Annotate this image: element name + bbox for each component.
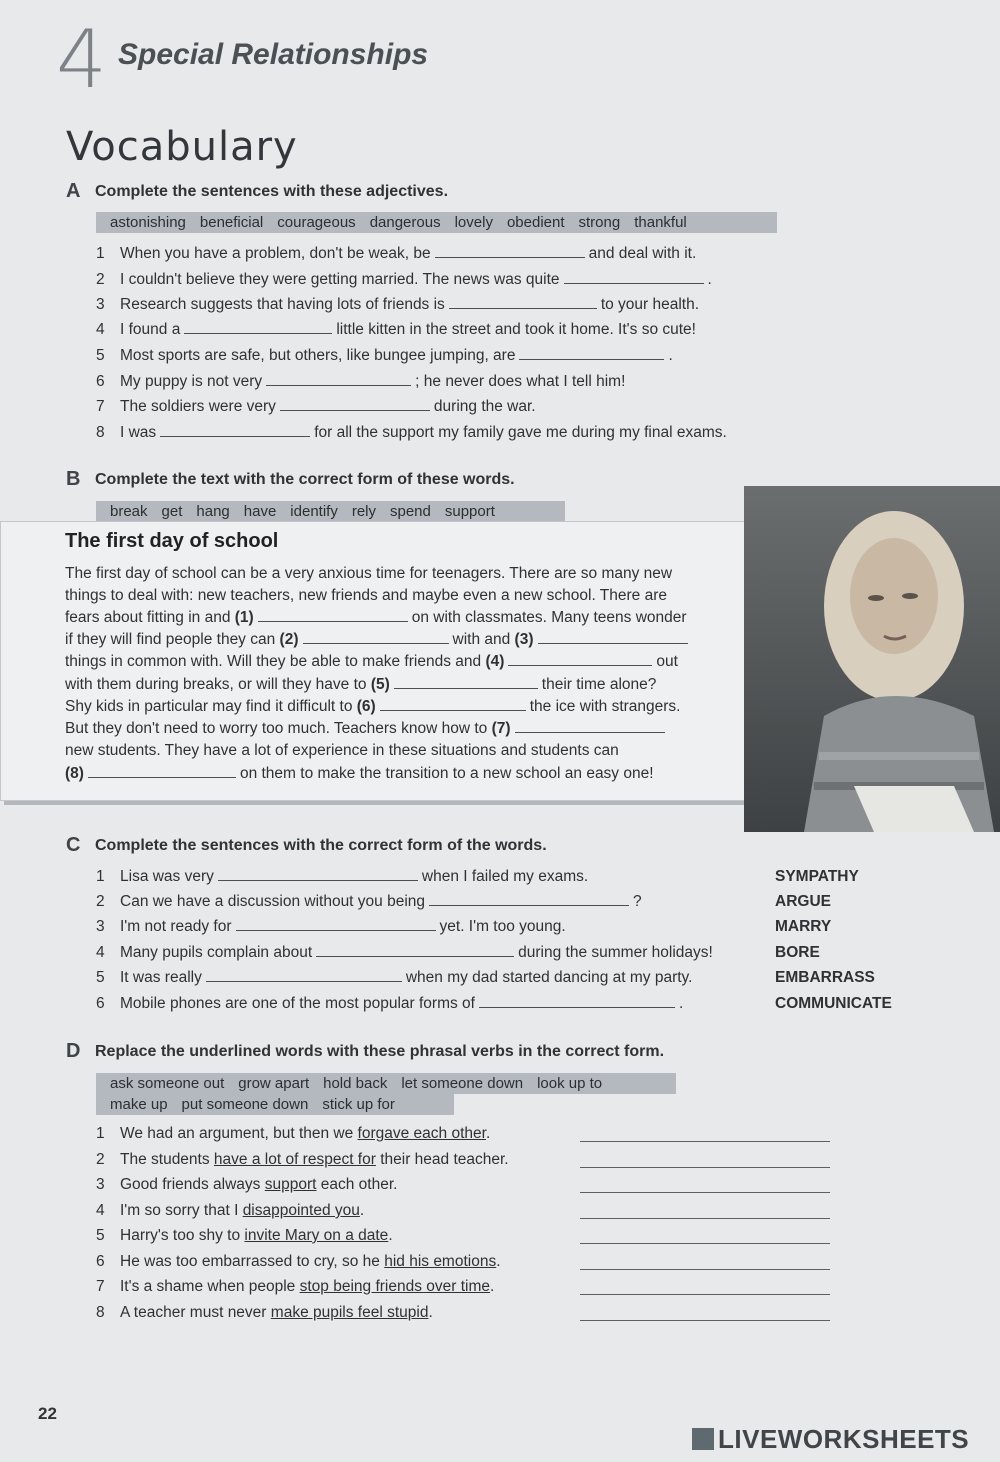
reading-title: The first day of school [65, 530, 279, 552]
exercise-item: 8 A teacher must never make pupils feel stupid. [96, 1304, 433, 1321]
text-line: things in common with. Will they be able to make friends and (4) out [65, 653, 678, 670]
exercise-item: 6 He was too embarrassed to cry, so he hid his emotions. [96, 1253, 501, 1270]
text-line: with them during breaks, or will they have to (5) their time alone? [65, 676, 657, 693]
page-number: 22 [38, 1404, 57, 1423]
exercise-item: 5 Most sports are safe, but others, like bungee jumping, are . [96, 347, 673, 364]
answer-blank[interactable] [160, 424, 310, 437]
section-a-word-box [96, 212, 777, 233]
exercise-item: 6 My puppy is not very ; he never does what I tell him! [96, 373, 626, 390]
exercise-item: 7 The soldiers were very during the war. [96, 398, 536, 415]
answer-blank[interactable] [184, 321, 332, 334]
exercise-item: 1 We had an argument, but then we forgave each other. [96, 1125, 491, 1142]
answer-blank[interactable] [280, 398, 430, 411]
answer-line[interactable] [580, 1140, 830, 1142]
section-c-instruction: Complete the sentences with the correct form of the words. [95, 837, 547, 854]
answer-line[interactable] [580, 1217, 830, 1219]
section-d-instruction: Replace the underlined words with these phrasal verbs in the correct form. [95, 1043, 665, 1060]
answer-blank[interactable] [258, 609, 408, 622]
word-chip: look up to [537, 1075, 603, 1092]
text-line: things to deal with: new teachers, new friends and maybe even a new school. There are [65, 587, 667, 604]
exercise-item: 6 Mobile phones are one of the most popular forms of . [96, 995, 684, 1012]
text-line: Shy kids in particular may find it difficult to (6) the ice with strangers. [65, 698, 681, 715]
exercise-item: 2 The students have a lot of respect for their head teacher. [96, 1151, 509, 1168]
base-word: MARRY [775, 918, 832, 935]
answer-blank[interactable] [316, 944, 514, 957]
word-chip: make up [110, 1096, 168, 1113]
answer-line[interactable] [580, 1166, 830, 1168]
word-chip: have [243, 503, 277, 520]
section-d-word-box-row1 [96, 1073, 676, 1094]
word-chip: hold back [323, 1075, 388, 1092]
exercise-item: 3 Research suggests that having lots of friends is to your health. [96, 296, 700, 313]
exercise-item: 5 It was really when my dad started dancing at my party. [96, 969, 693, 986]
unit-title: Special Relationships [118, 38, 429, 71]
answer-blank[interactable] [88, 765, 236, 778]
word-chip: get [161, 503, 183, 520]
base-word: COMMUNICATE [775, 995, 892, 1012]
answer-blank[interactable] [394, 676, 538, 689]
base-word: BORE [775, 944, 820, 961]
word-chip: stick up for [322, 1096, 395, 1113]
base-word: SYMPATHY [775, 868, 859, 885]
section-a-letter: A [66, 180, 81, 202]
section-b-letter: B [66, 468, 81, 490]
text-line: new students. They have a lot of experience in these situations and students can [65, 742, 619, 759]
word-chip: rely [351, 503, 376, 520]
liveworksheets-logo: LIVEWORKSHEETS [692, 1424, 969, 1455]
section-d-letter: D [66, 1040, 81, 1062]
word-chip: ask someone out [110, 1075, 225, 1092]
page-title: Vocabulary [66, 124, 298, 170]
answer-blank[interactable] [435, 245, 585, 258]
word-chip: beneficial [199, 214, 264, 231]
text-line: The first day of school can be a very anxious time for teenagers. There are so many new [65, 565, 673, 582]
answer-blank[interactable] [206, 969, 402, 982]
exercise-item: 4 I'm so sorry that I disappointed you. [96, 1202, 365, 1219]
answer-blank[interactable] [479, 995, 675, 1008]
text-line: But they don't need to worry too much. Teachers know how to (7) [65, 720, 669, 738]
word-chip: lovely [454, 214, 493, 231]
word-chip: dangerous [369, 214, 441, 231]
base-word: ARGUE [775, 893, 831, 910]
word-chip: spend [390, 503, 431, 520]
answer-blank[interactable] [236, 918, 436, 931]
student-photo [744, 486, 1000, 832]
exercise-item: 2 Can we have a discussion without you being ? [96, 893, 642, 910]
exercise-item: 1 When you have a problem, don't be weak, be and deal with it. [96, 245, 697, 262]
exercise-item: 2 I couldn't believe they were getting married. The news was quite . [96, 271, 712, 288]
answer-blank[interactable] [449, 296, 597, 309]
word-chip: astonishing [110, 214, 186, 231]
word-chip: hang [196, 503, 230, 520]
word-chip: grow apart [238, 1075, 310, 1092]
section-a-instruction: Complete the sentences with these adjectives. [95, 183, 449, 200]
word-chip: obedient [506, 214, 565, 231]
word-chip: strong [578, 214, 621, 231]
exercise-item: 7 It's a shame when people stop being friends over time. [96, 1278, 495, 1295]
exercise-item: 4 I found a little kitten in the street and took it home. It's so cute! [96, 321, 696, 338]
exercise-item: 3 I'm not ready for yet. I'm too young. [96, 918, 566, 935]
answer-blank[interactable] [303, 631, 449, 644]
answer-line[interactable] [580, 1268, 830, 1270]
exercise-item: 5 Harry's too shy to invite Mary on a date. [96, 1227, 393, 1244]
answer-line[interactable] [580, 1319, 830, 1321]
answer-blank[interactable] [515, 720, 665, 733]
answer-blank[interactable] [564, 271, 704, 284]
answer-blank[interactable] [266, 373, 411, 386]
answer-line[interactable] [580, 1293, 830, 1295]
exercise-item: 4 Many pupils complain about during the summer holidays! [96, 944, 713, 961]
word-chip: put someone down [181, 1096, 309, 1113]
word-chip: support [444, 503, 495, 520]
text-line: fears about fitting in and (1) on with classmates. Many teens wonder [65, 609, 687, 626]
answer-line[interactable] [580, 1191, 830, 1193]
answer-blank[interactable] [519, 347, 664, 360]
exercise-item: 1 Lisa was very when I failed my exams. [96, 868, 589, 885]
section-b-instruction: Complete the text with the correct form of these words. [95, 471, 515, 488]
section-b-word-box [96, 501, 565, 522]
exercise-item: 8 I was for all the support my family gave me during my final exams. [96, 424, 727, 441]
text-line: if they will find people they can (2) with and (3) [65, 631, 692, 649]
answer-blank[interactable] [380, 698, 526, 711]
logo-icon [692, 1428, 714, 1450]
word-chip: courageous [277, 214, 356, 231]
answer-blank[interactable] [218, 868, 418, 881]
section-c-letter: C [66, 834, 81, 856]
text-line: (8) on them to make the transition to a new school an easy one! [65, 765, 654, 782]
answer-blank[interactable] [429, 893, 629, 906]
word-chip: break [110, 503, 148, 520]
base-word: EMBARRASS [775, 969, 875, 986]
word-chip: thankful [634, 214, 687, 231]
exercise-item: 3 Good friends always support each other. [96, 1176, 398, 1193]
word-chip: let someone down [401, 1075, 524, 1092]
answer-line[interactable] [580, 1242, 830, 1244]
word-chip: identify [290, 503, 338, 520]
section-d-word-box-row2 [96, 1094, 454, 1115]
unit-number: 4 [56, 13, 107, 106]
answer-blank[interactable] [508, 653, 652, 666]
answer-blank[interactable] [538, 631, 688, 644]
